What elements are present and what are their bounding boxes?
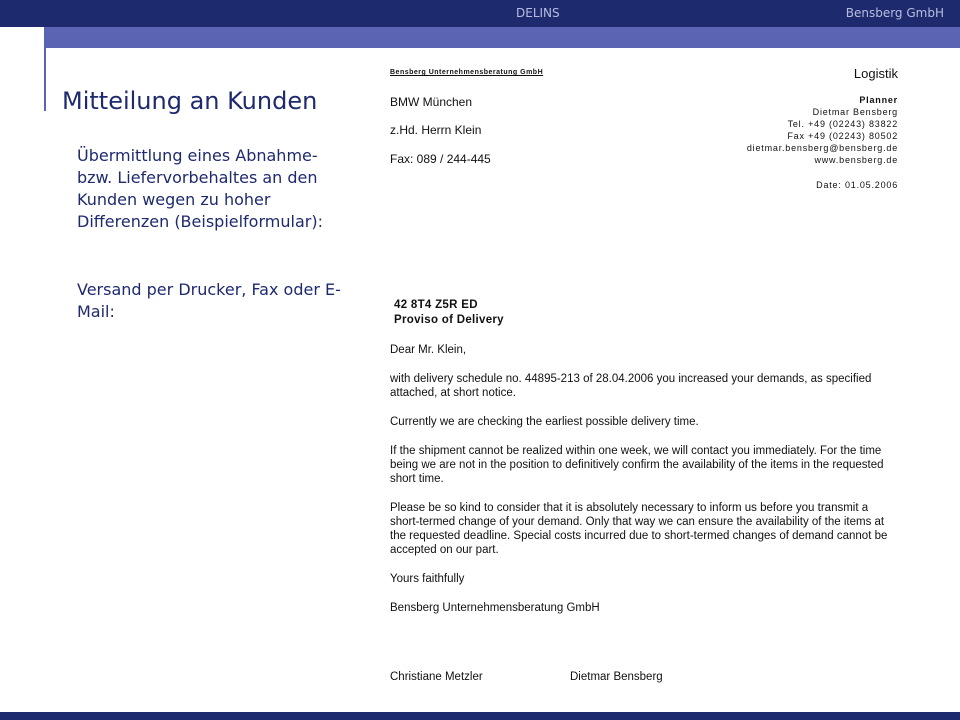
contact-name: Dietmar Bensberg — [812, 107, 898, 117]
top-bar — [0, 0, 960, 27]
reference-number: 42 8T4 Z5R ED — [394, 299, 478, 311]
header-product: DELINS — [516, 6, 560, 20]
header-company: Bensberg GmbH — [845, 6, 944, 20]
contact-email: dietmar.bensberg@bensberg.de — [746, 143, 898, 153]
letter-date: Date: 01.05.2006 — [816, 180, 898, 190]
closing: Yours faithfully — [390, 573, 465, 585]
description-text: Übermittlung eines Abnahme- bzw. Liefervorbehaltes an den Kunden wegen zu hoher Differenzen (Beispielformular): — [77, 146, 323, 231]
contact-block — [747, 94, 898, 166]
closing-company: Bensberg Unternehmensberatung GmbH — [390, 602, 600, 614]
body-paragraph: Please be so kind to consider that it is absolutely necessary to inform us before you transmit a short-termed change of your demand. Only that way we can ensure the availability of the items at the requested deadline. Special costs incurred due to short-termed changes of demand cannot be accepted on our part. — [390, 502, 888, 556]
contact-role: Planner — [859, 95, 898, 105]
contact-fax: Fax +49 (02243) 80502 — [787, 131, 898, 141]
letter-body — [390, 343, 900, 630]
recipient-attention: z.Hd. Herrn Klein — [390, 123, 482, 137]
contact-web: www.bensberg.de — [814, 155, 898, 165]
bottom-bar — [0, 712, 960, 720]
recipient-fax: Fax: 089 / 244-445 — [390, 152, 491, 166]
accent-line — [44, 27, 46, 111]
sub-bar-notch — [0, 27, 44, 48]
reference-block — [394, 298, 504, 328]
body-paragraph: If the shipment cannot be realized within one week, we will contact you immediately. For the time being we are not in the position to definitively confirm the availability of the items in the requested short time. — [390, 445, 884, 485]
body-paragraph: Currently we are checking the earliest possible delivery time. — [390, 416, 699, 428]
page-title: Mitteilung an Kunden — [62, 87, 318, 115]
sender-line: Bensberg Unternehmensberatung GmbH — [390, 69, 544, 76]
signatory-2: Dietmar Bensberg — [570, 671, 663, 683]
signatory-1: Christiane Metzler — [390, 671, 483, 683]
salutation: Dear Mr. Klein, — [390, 344, 467, 356]
recipient-company: BMW München — [390, 95, 473, 109]
sub-bar — [0, 27, 960, 48]
contact-phone: Tel. +49 (02243) 83822 — [787, 119, 898, 129]
department: Logistik — [853, 66, 898, 81]
letter-subject: Proviso of Delivery — [394, 314, 504, 326]
dispatch-text: Versand per Drucker, Fax oder E-Mail: — [77, 280, 341, 321]
body-paragraph: with delivery schedule no. 44895-213 of 28.04.2006 you increased your demands, as specified attached, at short notice. — [390, 373, 872, 399]
